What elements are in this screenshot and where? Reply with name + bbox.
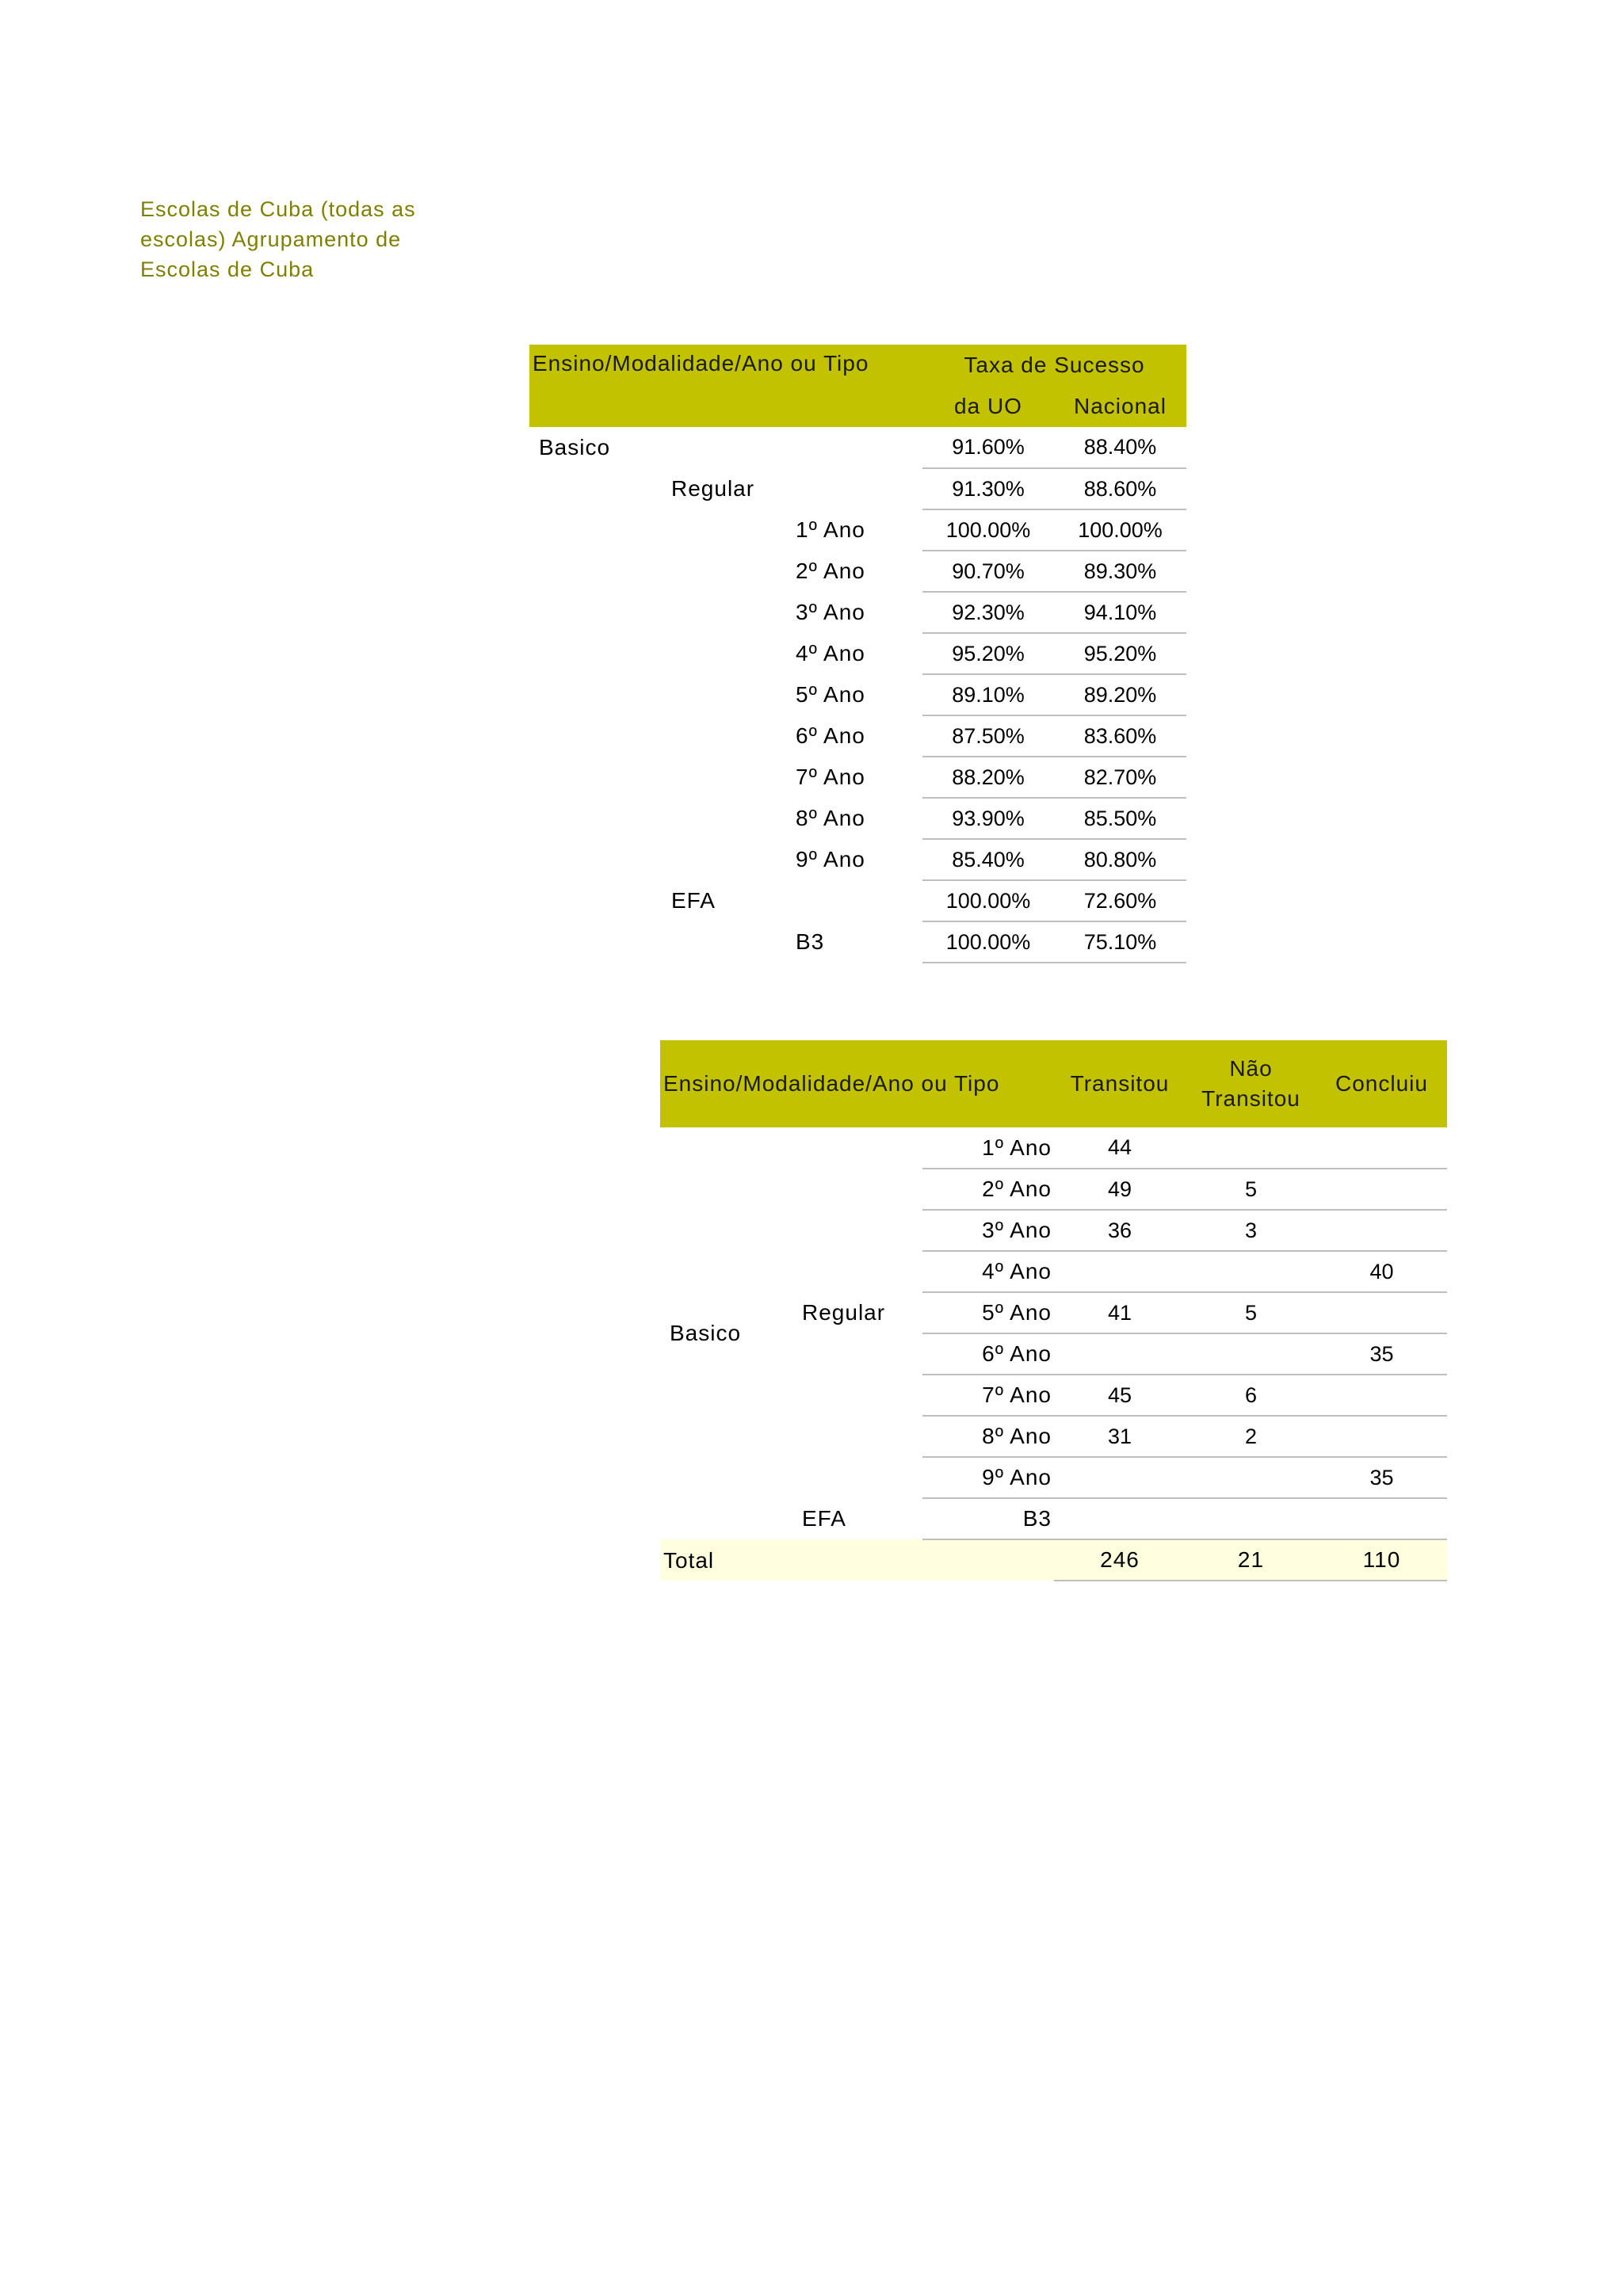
row-label: 7º Ano	[922, 1375, 1054, 1416]
row-label: 2º Ano	[796, 559, 865, 583]
cell-concluiu	[1316, 1375, 1447, 1416]
cell-transitou	[1054, 1457, 1186, 1498]
group-basico: Basico	[670, 1321, 742, 1345]
cell-nao-transitou	[1186, 1498, 1316, 1539]
cell-nao-transitou	[1186, 1333, 1316, 1375]
success-rate-nacional: 85.50%	[1054, 798, 1186, 839]
row-label: 3º Ano	[796, 600, 865, 624]
total-transitou: 246	[1054, 1539, 1186, 1581]
total-concluiu: 110	[1316, 1539, 1447, 1581]
cell-nao-transitou	[1186, 1251, 1316, 1292]
success-rate-uo: 92.30%	[922, 592, 1054, 633]
cell-concluiu: 40	[1316, 1251, 1447, 1292]
row-label: 3º Ano	[922, 1210, 1054, 1251]
table1-header-group: Taxa de Sucesso	[922, 345, 1186, 386]
success-rate-nacional: 80.80%	[1054, 839, 1186, 880]
success-rate-nacional: 83.60%	[1054, 715, 1186, 757]
row-label: Regular	[671, 476, 755, 501]
table-row	[529, 880, 1186, 921]
cell-concluiu	[1316, 1498, 1447, 1539]
cell-concluiu: 35	[1316, 1333, 1447, 1375]
table-row	[529, 427, 1186, 468]
cell-transitou	[1054, 1251, 1186, 1292]
table1-header-uo: da UO	[922, 386, 1054, 427]
row-label: 4º Ano	[922, 1251, 1054, 1292]
cell-nao-transitou	[1186, 1457, 1316, 1498]
success-rate-uo: 85.40%	[922, 839, 1054, 880]
row-label: 9º Ano	[796, 847, 865, 871]
table-row	[529, 633, 1186, 674]
total-row	[660, 1539, 1447, 1581]
row-label: 6º Ano	[796, 723, 865, 748]
row-label: B3	[922, 1498, 1054, 1539]
table-row	[529, 592, 1186, 633]
cell-nao-transitou: 6	[1186, 1375, 1316, 1416]
success-rate-uo: 100.00%	[922, 921, 1054, 963]
cell-transitou	[1054, 1498, 1186, 1539]
success-rate-nacional: 100.00%	[1054, 509, 1186, 551]
success-rate-uo: 91.30%	[922, 468, 1054, 509]
table2-header-main: Ensino/Modalidade/Ano ou Tipo	[660, 1040, 1054, 1127]
cell-transitou: 36	[1054, 1210, 1186, 1251]
success-rate-uo: 90.70%	[922, 551, 1054, 592]
table1-header-nacional: Nacional	[1054, 386, 1186, 427]
success-rate-nacional: 75.10%	[1054, 921, 1186, 963]
row-label: B3	[796, 929, 825, 954]
cell-concluiu	[1316, 1292, 1447, 1333]
success-rate-table	[529, 345, 1186, 963]
success-rate-nacional: 94.10%	[1054, 592, 1186, 633]
cell-transitou	[1054, 1333, 1186, 1375]
row-label: 4º Ano	[796, 641, 865, 666]
success-rate-uo: 89.10%	[922, 674, 1054, 715]
transition-table	[660, 1040, 1447, 1581]
row-label: 8º Ano	[922, 1416, 1054, 1457]
page-title: Escolas de Cuba (todas as escolas) Agrupamento de Escolas de Cuba	[140, 197, 416, 281]
row-label: 6º Ano	[922, 1333, 1054, 1375]
group-regular: Regular	[802, 1300, 886, 1325]
table-row	[529, 839, 1186, 880]
cell-concluiu	[1316, 1169, 1447, 1210]
cell-transitou: 41	[1054, 1292, 1186, 1333]
success-rate-uo: 87.50%	[922, 715, 1054, 757]
row-label: 1º Ano	[796, 517, 865, 542]
success-rate-uo: 95.20%	[922, 633, 1054, 674]
success-rate-nacional: 89.30%	[1054, 551, 1186, 592]
table-row	[529, 509, 1186, 551]
cell-transitou: 49	[1054, 1169, 1186, 1210]
success-rate-uo: 88.20%	[922, 757, 1054, 798]
total-nao-transitou: 21	[1186, 1539, 1316, 1581]
cell-concluiu	[1316, 1416, 1447, 1457]
table-row	[529, 468, 1186, 509]
cell-nao-transitou: 5	[1186, 1292, 1316, 1333]
total-label: Total	[660, 1539, 1054, 1581]
row-label: 5º Ano	[796, 682, 865, 707]
cell-transitou: 31	[1054, 1416, 1186, 1457]
success-rate-uo: 91.60%	[922, 427, 1054, 468]
table-row	[529, 674, 1186, 715]
table-row	[660, 1127, 1447, 1169]
row-label: 9º Ano	[922, 1457, 1054, 1498]
cell-transitou: 45	[1054, 1375, 1186, 1416]
cell-nao-transitou	[1186, 1127, 1316, 1169]
row-label: Basico	[539, 435, 611, 460]
success-rate-uo: 100.00%	[922, 509, 1054, 551]
table-row	[529, 921, 1186, 963]
cell-nao-transitou: 3	[1186, 1210, 1316, 1251]
success-rate-nacional: 88.40%	[1054, 427, 1186, 468]
table2-header-nao-transitou: Não Transitou	[1186, 1040, 1316, 1127]
success-rate-uo: 93.90%	[922, 798, 1054, 839]
row-label: 7º Ano	[796, 765, 865, 789]
row-label: 1º Ano	[922, 1127, 1054, 1169]
table-row	[529, 551, 1186, 592]
row-label: EFA	[671, 888, 716, 913]
success-rate-uo: 100.00%	[922, 880, 1054, 921]
cell-concluiu: 35	[1316, 1457, 1447, 1498]
success-rate-nacional: 82.70%	[1054, 757, 1186, 798]
success-rate-nacional: 72.60%	[1054, 880, 1186, 921]
table2-header-transitou: Transitou	[1054, 1040, 1186, 1127]
cell-nao-transitou: 2	[1186, 1416, 1316, 1457]
table2-header-concluiu: Concluiu	[1316, 1040, 1447, 1127]
success-rate-nacional: 95.20%	[1054, 633, 1186, 674]
table-row	[529, 757, 1186, 798]
success-rate-nacional: 88.60%	[1054, 468, 1186, 509]
table1-header-main: Ensino/Modalidade/Ano ou Tipo	[529, 345, 922, 427]
row-label: 8º Ano	[796, 806, 865, 830]
row-label: 2º Ano	[922, 1169, 1054, 1210]
table-row	[529, 798, 1186, 839]
cell-concluiu	[1316, 1210, 1447, 1251]
cell-concluiu	[1316, 1127, 1447, 1169]
success-rate-nacional: 89.20%	[1054, 674, 1186, 715]
table-row	[529, 715, 1186, 757]
cell-transitou: 44	[1054, 1127, 1186, 1169]
group-efa: EFA	[802, 1506, 846, 1531]
cell-nao-transitou: 5	[1186, 1169, 1316, 1210]
row-label: 5º Ano	[922, 1292, 1054, 1333]
